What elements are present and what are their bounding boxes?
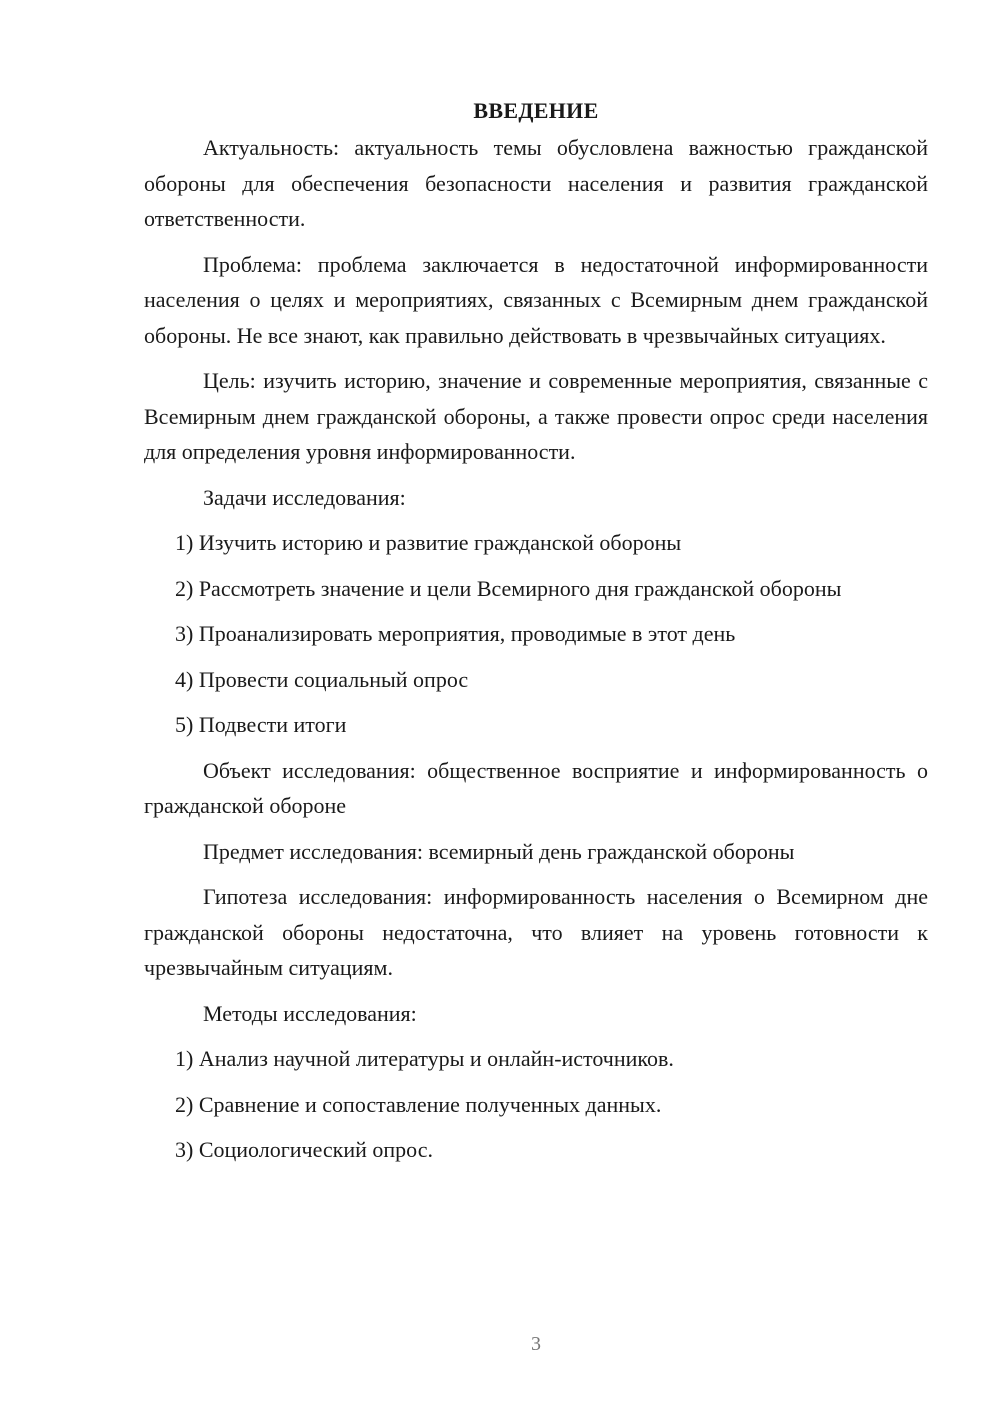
task-item: 4) Провести социальный опрос xyxy=(175,666,469,692)
tasks-list xyxy=(144,525,928,743)
task-item: 3) Проанализировать мероприятия, проводимые в этот день xyxy=(175,621,736,646)
page-number: 3 xyxy=(531,1333,541,1355)
method-item: 2) Сравнение и сопоставление полученных данных. xyxy=(175,1091,662,1117)
tasks-heading: Задачи исследования: xyxy=(203,484,406,510)
hypothesis-paragraph: Гипотеза исследования: информированность населения о Всемирном дне гражданской обороны недостаточна, что влияет на уровень готовности к чрезвычайным ситуациям. xyxy=(144,884,928,980)
relevance-paragraph: Актуальность: актуальность темы обусловлена важностью гражданской обороны для обеспечения безопасности населения и развития гражданской ответственности. xyxy=(144,135,928,231)
task-item: 2) Рассмотреть значение и цели Всемирного дня гражданской обороны xyxy=(175,575,842,601)
page-content xyxy=(144,94,928,1178)
object-paragraph: Объект исследования: общественное восприятие и информированность о гражданской обороне xyxy=(144,757,928,818)
method-item: 1) Анализ научной литературы и онлайн-источников. xyxy=(175,1046,674,1071)
method-item: 3) Социологический опрос. xyxy=(175,1137,433,1162)
page-title: ВВЕДЕНИЕ xyxy=(473,98,599,123)
task-item: 5) Подвести итоги xyxy=(175,712,347,737)
methods-heading: Методы исследования: xyxy=(203,1000,417,1026)
goal-paragraph: Цель: изучить историю, значение и современные мероприятия, связанные с Всемирным днем гражданской обороны, а также провести опрос среди населения для определения уровня информированности. xyxy=(144,368,928,464)
task-item: 1) Изучить историю и развитие гражданской обороны xyxy=(175,530,682,555)
problem-paragraph: Проблема: проблема заключается в недостаточной информированности населения о целях и мероприятиях, связанных с Всемирным днем гражданской обороны. Не все знают, как правильно действовать в чрезвычайных ситуациях. xyxy=(144,251,928,348)
methods-list xyxy=(144,1041,928,1168)
subject-paragraph: Предмет исследования: всемирный день гражданской обороны xyxy=(203,838,795,864)
